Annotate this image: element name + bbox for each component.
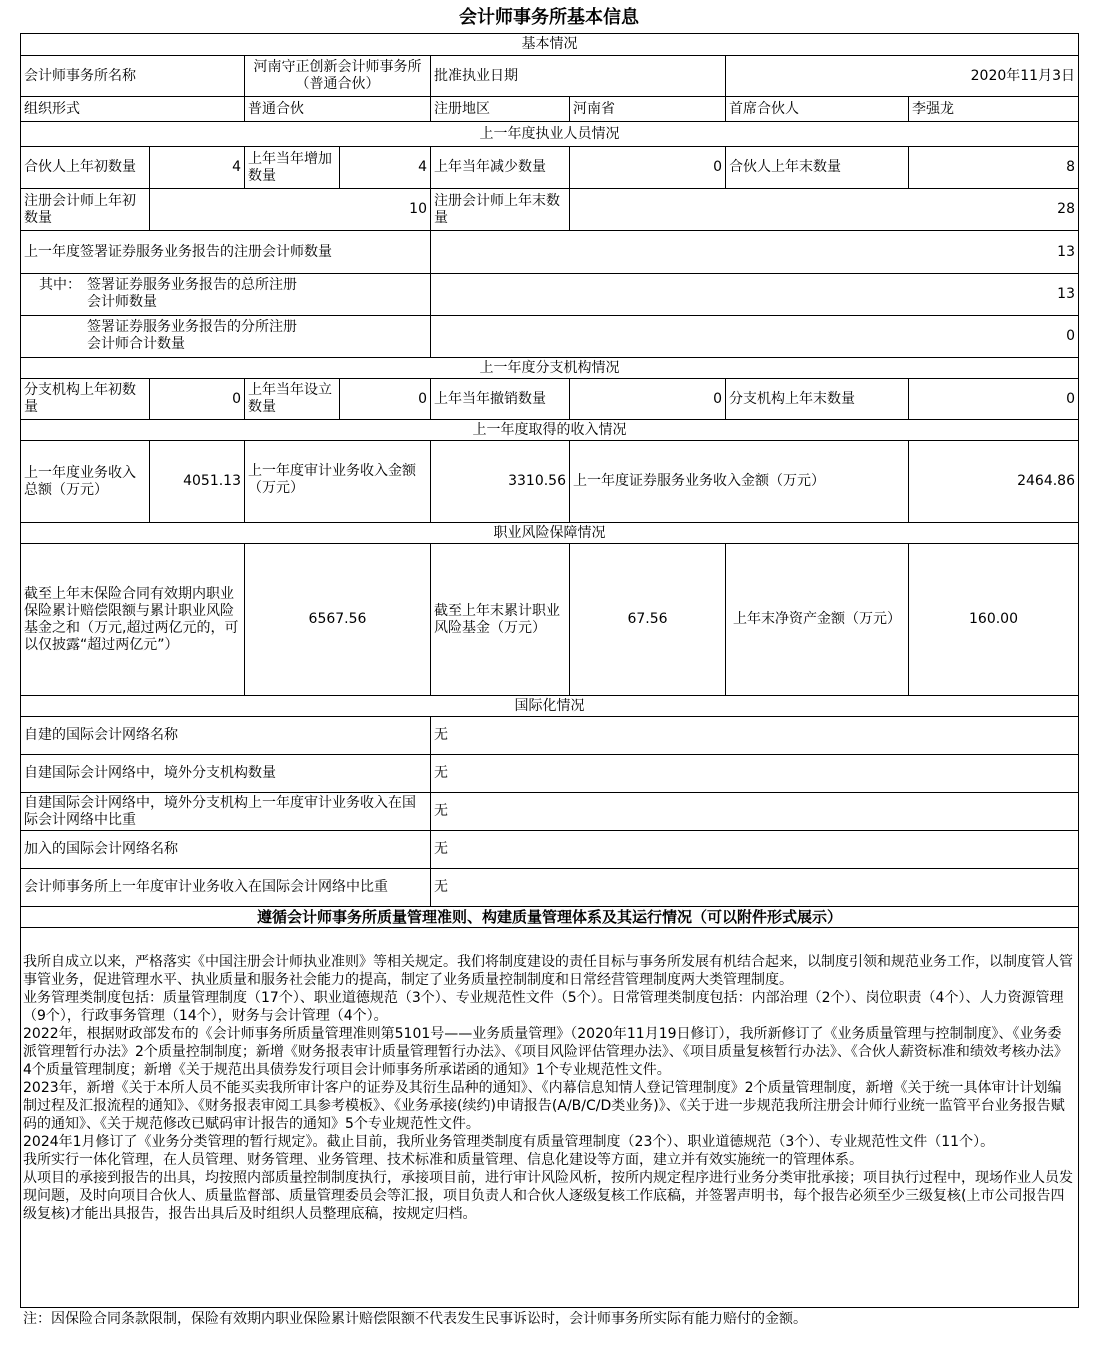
insurance-limit-label: 截至上年末保险合同有效期内职业保险累计赔偿限额与累计职业风险基金之和（万元,超过两亿元的，可以仅披露“超过两亿元”） [20,543,245,696]
org-form-value: 普通合伙 [244,96,431,122]
branch-cpa-label: 签署证券服务业务报告的分所注册会计师合计数量 [87,319,297,352]
net-asset-label: 上年末净资产金额（万元） [725,543,909,696]
intl-row-value: 无 [430,716,1079,755]
org-form-label: 组织形式 [20,96,245,122]
cpa-end-value: 28 [569,188,1079,231]
partner-reduce-label: 上年当年减少数量 [430,146,570,189]
intl-row-label: 加入的国际会计网络名称 [20,830,431,869]
income-total-label: 上一年度业务收入总额（万元） [20,440,150,523]
quality-paragraph: 我所实行一体化管理，在人员管理、财务管理、业务管理、技术标准和质量管理、信息化建设等方面，建立并有效实施统一的管理体系。 [23,1152,863,1168]
section-staff-header: 上一年度执业人员情况 [20,121,1079,147]
quality-paragraph: 2023年，新增《关于本所人员不能买卖我所审计客户的证券及其衍生品种的通知》、《内幕信息知情人登记管理制度》2个质量管理制度，新增《关于统一具体审计计划编制过程及汇报流程的通知》、《财务报表审阅工具参考模板》、《业务承接(续约)申请报告(A/B/C/D类业务)》、《关于进一步规范我所注册会计师行业统一监管平台业务报告赋码的通知》、《关于规范修改已赋码审计报告的通知》5个专业规范性文件。 [23,1080,1065,1132]
chief-partner-label: 首席合伙人 [725,96,909,122]
income-audit-value: 3310.56 [430,440,570,523]
intl-row-value: 无 [430,754,1079,793]
section-intl-header: 国际化情况 [20,695,1079,717]
branch-cancel-label: 上年当年撤销数量 [430,378,570,420]
income-securities-value: 2464.86 [908,440,1079,523]
partner-begin-label: 合伙人上年初数量 [20,146,150,189]
securities-cpa-value: 13 [430,230,1079,274]
section-quality-header: 遵循会计师事务所质量管理准则、构建质量管理体系及其运行情况（可以附件形式展示） [20,906,1079,928]
branch-end-label: 分支机构上年末数量 [725,378,909,420]
approval-date-value: 2020年11月3日 [725,55,1079,97]
footnote: 注：因保险合同条款限制，保险有效期内职业保险累计赔偿限额不代表发生民事诉讼时，会计师事务所实际有能力赔付的金额。 [23,1311,807,1327]
region-value: 河南省 [569,96,726,122]
branch-cpa-label-cell [20,315,431,358]
partner-begin-value: 4 [149,146,245,189]
section-income-header: 上一年度取得的收入情况 [20,419,1079,441]
intl-row-label: 自建国际会计网络中，境外分支机构数量 [20,754,431,793]
intl-row-value: 无 [430,830,1079,869]
hq-cpa-label: 签署证券服务业务报告的总所注册会计师数量 [87,277,297,310]
partner-end-value: 8 [908,146,1079,189]
branch-begin-label: 分支机构上年初数量 [20,378,150,420]
quality-paragraph: 2024年1月修订了《业务分类管理的暂行规定》。截止目前，我所业务管理类制度有质量管理制度（23个）、职业道德规范（3个）、专业规范性文件（11个）。 [23,1134,995,1150]
hq-cpa-label-cell [20,273,431,316]
partner-add-value: 4 [339,146,431,189]
quality-paragraph: 我所自成立以来，严格落实《中国注册会计师执业准则》等相关规定。我们将制度建设的责任目标与事务所发展有机结合起来，以制度引领和规范业务工作，以制度管人管事管业务，促进管理水平、执业质量和服务社会能力的提高，制定了业务质量控制制度和日常经营管理制度两大类管理制度。 [23,954,1073,988]
quality-paragraph: 业务管理类制度包括：质量管理制度（17个）、职业道德规范（3个）、专业规范性文件（5个）。日常管理类制度包括：内部治理（2个）、岗位职责（4个）、人力资源管理（9个），行政事务管理（14个），财务与会计管理（4个）。 [23,990,1064,1024]
branch-end-value: 0 [908,378,1079,420]
branch-cancel-value: 0 [569,378,726,420]
securities-cpa-label: 上一年度签署证券服务业务报告的注册会计师数量 [20,230,431,274]
approval-date-label: 批准执业日期 [430,55,726,97]
net-asset-value: 160.00 [908,543,1079,696]
branch-add-label: 上年当年设立数量 [244,378,340,420]
partner-reduce-value: 0 [569,146,726,189]
section-basic-header: 基本情况 [20,33,1079,56]
branch-begin-value: 0 [149,378,245,420]
branch-add-value: 0 [339,378,431,420]
firm-name-label: 会计师事务所名称 [20,55,245,97]
branch-cpa-value: 0 [430,315,1079,358]
quality-paragraph: 从项目的承接到报告的出具，均按照内部质量控制制度执行，承接项目前，进行审计风险风析，按所内规定程序进行业务分类审批承接；项目执行过程中，现场作业人员发现问题，及时向项目合伙人、质量监督部、质量管理委员会等汇报，项目负责人和合伙人逐级复核工作底稿，并签署声明书，每个报告必须至少三级复核(上市公司报告四级复核)才能出具报告，报告出具后及时组织人员整理底稿，按规定归档。 [23,1170,1073,1222]
section-risk-header: 职业风险保障情况 [20,522,1079,544]
risk-fund-value: 67.56 [569,543,726,696]
intl-row-label: 自建国际会计网络中，境外分支机构上一年度审计业务收入在国际会计网络中比重 [20,792,431,831]
hq-cpa-prefix: 其中： [39,277,81,293]
cpa-begin-label: 注册会计师上年初数量 [20,188,150,231]
income-securities-label: 上一年度证券服务业务收入金额（万元） [569,440,909,523]
quality-text [23,953,1075,1223]
hq-cpa-value: 13 [430,273,1079,316]
risk-fund-label: 截至上年末累计职业风险基金（万元） [430,543,570,696]
cpa-begin-value: 10 [149,188,431,231]
quality-paragraph: 2022年，根据财政部发布的《会计师事务所质量管理准则第5101号——业务质量管理》（2020年11月19日修订），我所新修订了《业务质量管理与控制制度》、《业务委派管理暂行办法》2个质量控制制度；新增《财务报表审计质量管理暂行办法》、《项目风险评估管理办法》、《项目质量复核暂行办法》、《合伙人薪资标准和绩效考核办法》4个质量管理制度；新增《关于规范出具债券发行项目会计师事务所承诺函的通知》1个专业规范性文件。 [23,1026,1068,1078]
insurance-limit-value: 6567.56 [244,543,431,696]
firm-name-value: 河南守正创新会计师事务所（普通合伙） [244,55,431,97]
cpa-end-label: 注册会计师上年末数量 [430,188,570,231]
intl-row-value: 无 [430,792,1079,831]
region-label: 注册地区 [430,96,570,122]
intl-row-label: 会计师事务所上一年度审计业务收入在国际会计网络中比重 [20,868,431,907]
intl-row-label: 自建的国际会计网络名称 [20,716,431,755]
chief-partner-value: 李强龙 [908,96,1079,122]
income-audit-label: 上一年度审计业务收入金额（万元） [244,440,431,523]
section-branch-header: 上一年度分支机构情况 [20,357,1079,379]
partner-add-label: 上年当年增加数量 [244,146,340,189]
income-total-value: 4051.13 [149,440,245,523]
partner-end-label: 合伙人上年末数量 [725,146,909,189]
page-title: 会计师事务所基本信息 [459,7,639,28]
intl-row-value: 无 [430,868,1079,907]
